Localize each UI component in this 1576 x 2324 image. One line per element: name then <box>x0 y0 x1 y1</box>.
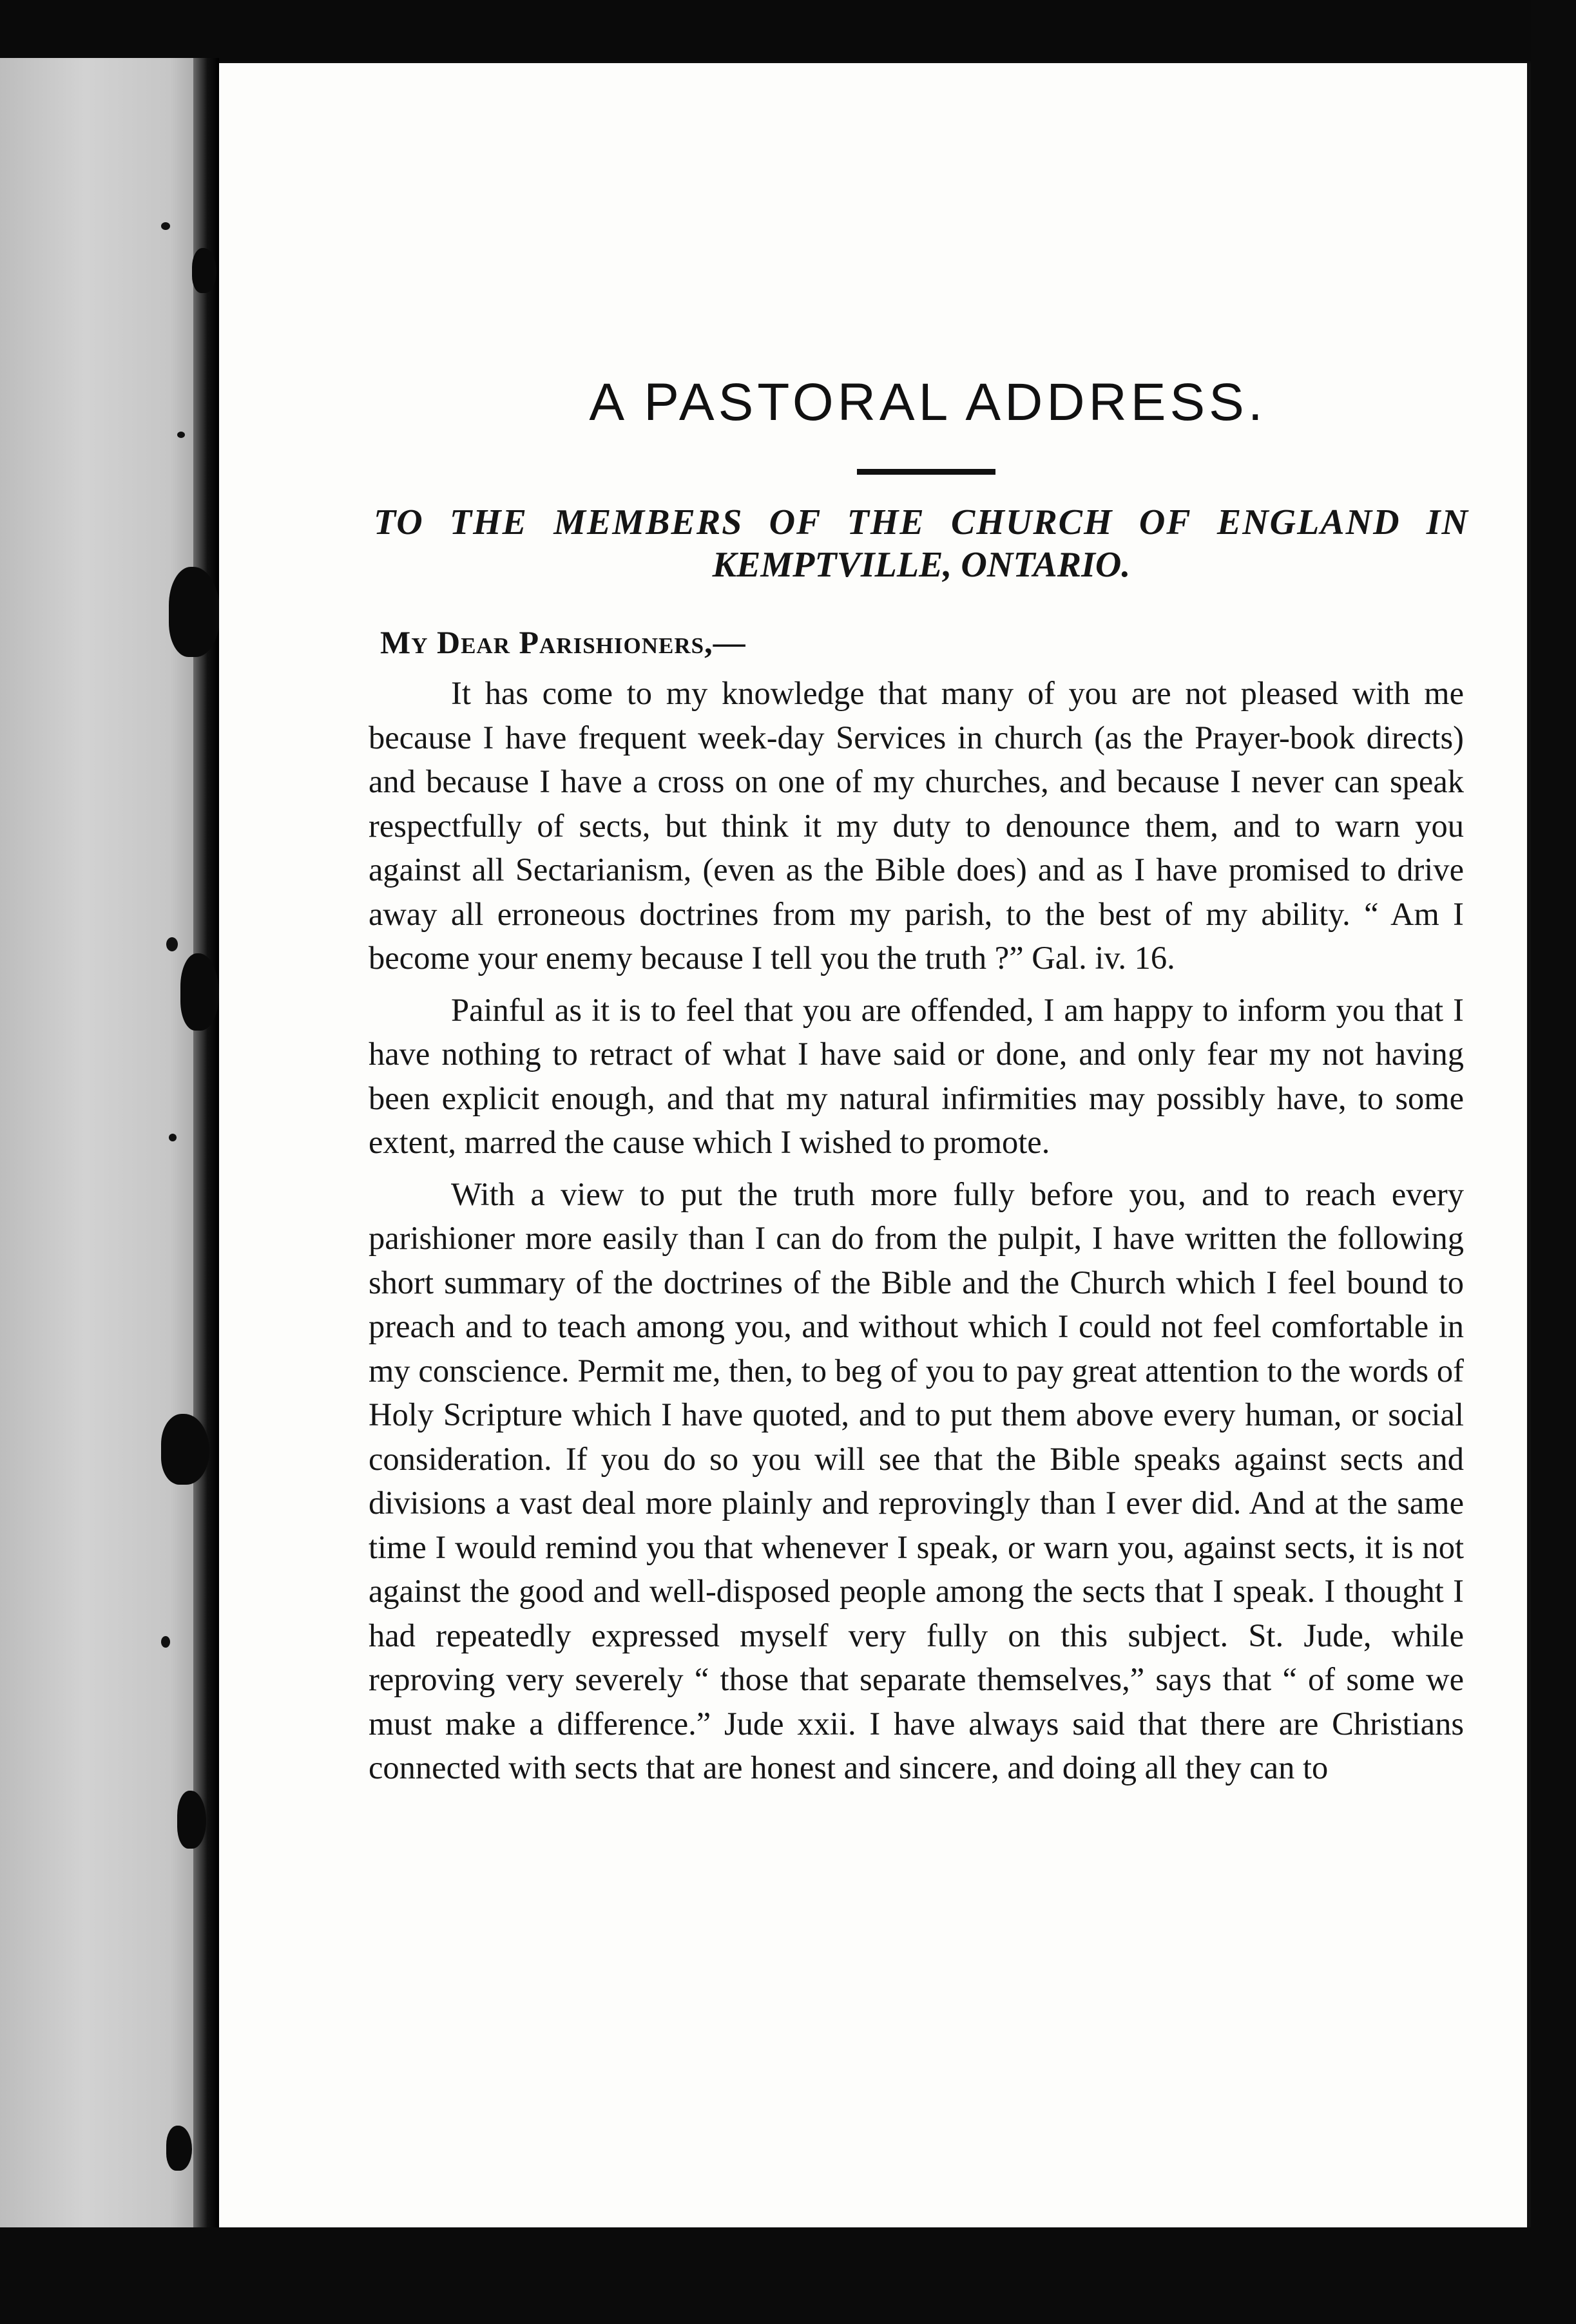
adjacent-page-edge <box>0 58 213 2229</box>
address-heading <box>374 501 1469 586</box>
address-line-1: TO THE MEMBERS OF THE CHURCH OF ENGLAND IN <box>374 502 1469 542</box>
letter-body <box>369 671 1464 1790</box>
scan-right-border <box>1531 0 1576 2324</box>
gutter-speck <box>169 1134 177 1141</box>
gutter-ink-blot <box>166 2126 192 2171</box>
gutter-speck <box>166 937 178 951</box>
document-title: A PASTORAL ADDRESS. <box>589 373 1267 432</box>
scan-bottom-border <box>0 2227 1576 2324</box>
gutter-ink-blot <box>180 953 219 1031</box>
gutter-speck <box>161 1636 170 1648</box>
body-paragraph: With a view to put the truth more fully before you, and to reach every parishioner more easily than I can do from the pulpit, I have written the following short summary of the doctrines of the Bible and the Church which I feel bound to preach and to teach among you, and without which I could not feel comfortable in my conscience. Permit me, then, to beg of you to pay great attention to the words of Holy Scripture which I have quoted, and to put them above every human, or social consideration. If you do so you will see that the Bible speaks against sects and divisions a vast deal more plainly and reprovingly than I ever did. And at the same time I would remind you that whenever I speak, or warn you, against sects, it is not against the good and well-disposed people among the sects that I speak. I thought I had repeatedly expressed myself very fully on this subject. St. Jude, while reproving very severely “ those that separate themselves,” says that “ of some we must make a difference.” Jude xxii. I have always said that there are Christians connected with sects that are honest and sincere, and doing all they can to <box>369 1176 1464 1786</box>
salutation: My Dear Parishioners,— <box>380 624 746 660</box>
address-line-2: KEMPTVILLE, ONTARIO. <box>712 545 1131 585</box>
gutter-ink-blot <box>161 1414 209 1485</box>
book-spine-shadow <box>193 58 219 2235</box>
title-divider <box>857 469 995 475</box>
gutter-ink-blot <box>177 1791 206 1849</box>
gutter-ink-blot <box>192 248 216 293</box>
gutter-speck <box>161 222 170 230</box>
body-paragraph: Painful as it is to feel that you are offended, I am happy to inform you that I have nothing to retract of what I have said or done, and only fear my not having been explicit enough, and that my natural infirmities may possibly have, to some extent, marred the cause which I wished to promote. <box>369 991 1464 1160</box>
body-paragraph: It has come to my knowledge that many of you are not pleased with me because I have frequent week-day Services in church (as the Prayer-book directs) and because I have a cross on one of my churches, and because I never can speak respectfully of sects, but think it my duty to denounce them, and to warn you against all Sectarianism, (even as the Bible does) and as I have promised to drive away all erroneous doctrines from my parish, to the best of my ability. “ Am I become your enemy because I tell you the truth ?” Gal. iv. 16. <box>369 675 1464 976</box>
scan-top-border <box>0 0 1576 61</box>
gutter-ink-blot <box>169 567 220 657</box>
gutter-speck <box>177 432 185 438</box>
